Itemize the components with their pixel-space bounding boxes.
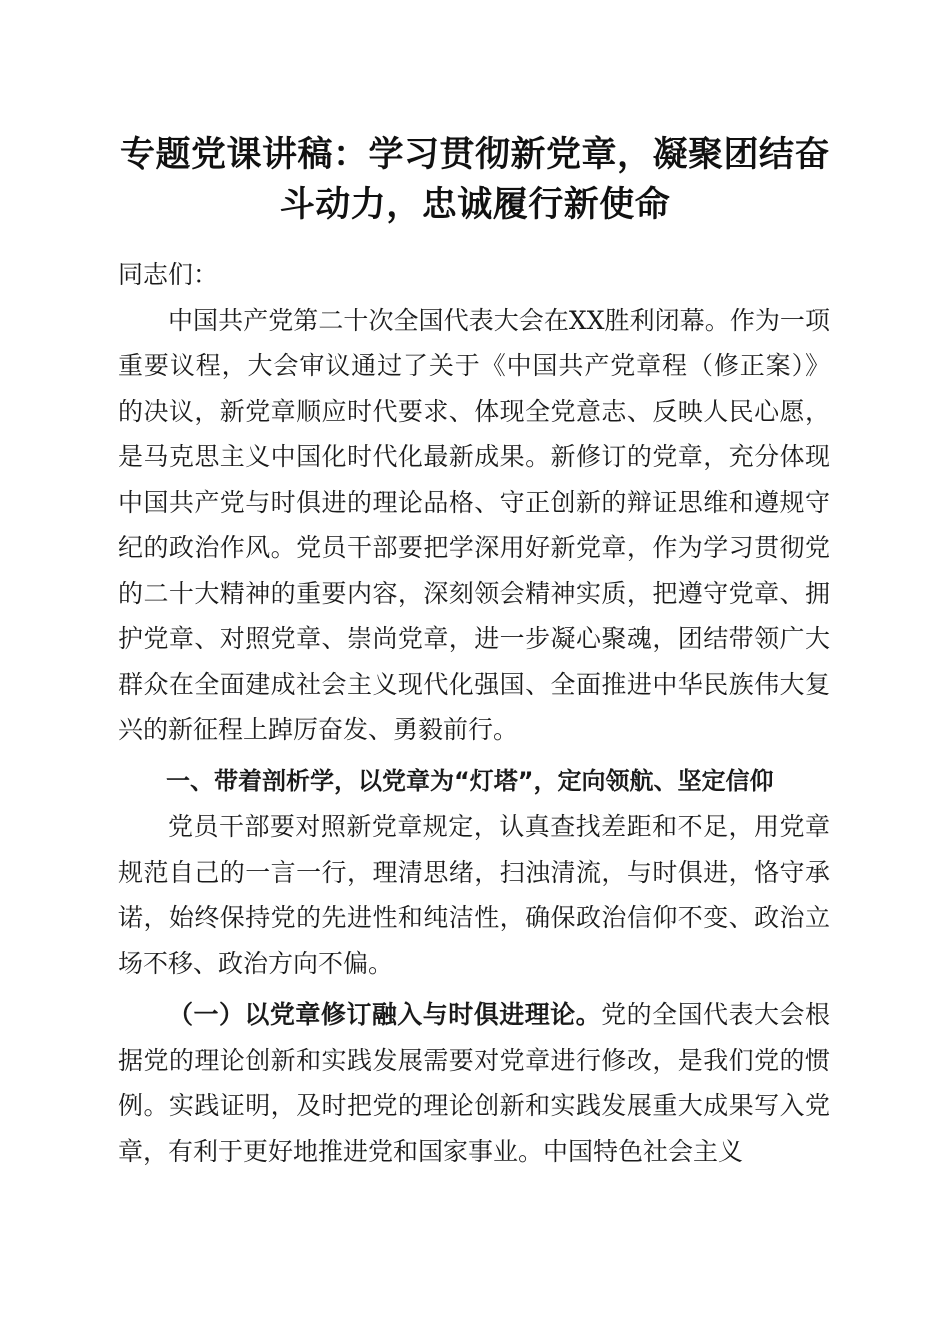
paragraph-intro: 中国共产党第二十次全国代表大会在XX胜利闭幕。作为一项重要议程，大会审议通过了关于《中国共产党章程（修正案）》的决议，新党章顺应时代要求、体现全党意志、反映人民心愿，是马克思主义中国化时代化最新成果。新修订的党章，充分体现中国共产党与时俱进的理论品格、守正创新的辩证思维和遵规守纪的政治作风。党员干部要把学深用好新党章，作为学习贯彻党的二十大精神的重要内容，深刻领会精神实质，把遵守党章、拥护党章、对照党章、崇尚党章，进一步凝心聚魂，团结带领广大群众在全面建成社会主义现代化强国、全面推进中华民族伟大复兴的新征程上踔厉奋发、勇毅前行。 xyxy=(118,305,830,744)
section-heading-1: 一、带着剖析学，以党章为“灯塔”，定向领航、坚定信仰 xyxy=(166,766,774,795)
document-body xyxy=(118,252,830,1174)
subsection-heading-1: （一）以党章修订融入与时俱进理论。 xyxy=(168,1000,602,1029)
title-line-1: 专题党课讲稿：学习贯彻新党章，凝聚团结奋 xyxy=(119,134,830,175)
title-line-2: 斗动力，忠诚履行新使命 xyxy=(279,184,671,225)
salutation: 同志们： xyxy=(118,260,219,289)
subsection-1-text: 党的全国代表大会根据党的理论创新和实践发展需要对党章进行修改，是我们党的惯例。实践证明，及时把党的理论创新和实践发展重大成果写入党章，有利于更好地推进党和国家事业。中国特色社会主义 xyxy=(118,1000,830,1166)
paragraph-subsection-1 xyxy=(118,992,830,1174)
document-title xyxy=(110,130,840,230)
paragraph-section-1: 党员干部要对照新党章规定，认真查找差距和不足，用党章规范自己的一言一行，理清思绪，扫浊清流，与时俱进，恪守承诺，始终保持党的先进性和纯洁性，确保政治信仰不变、政治立场不移、政治方向不偏。 xyxy=(118,812,830,978)
